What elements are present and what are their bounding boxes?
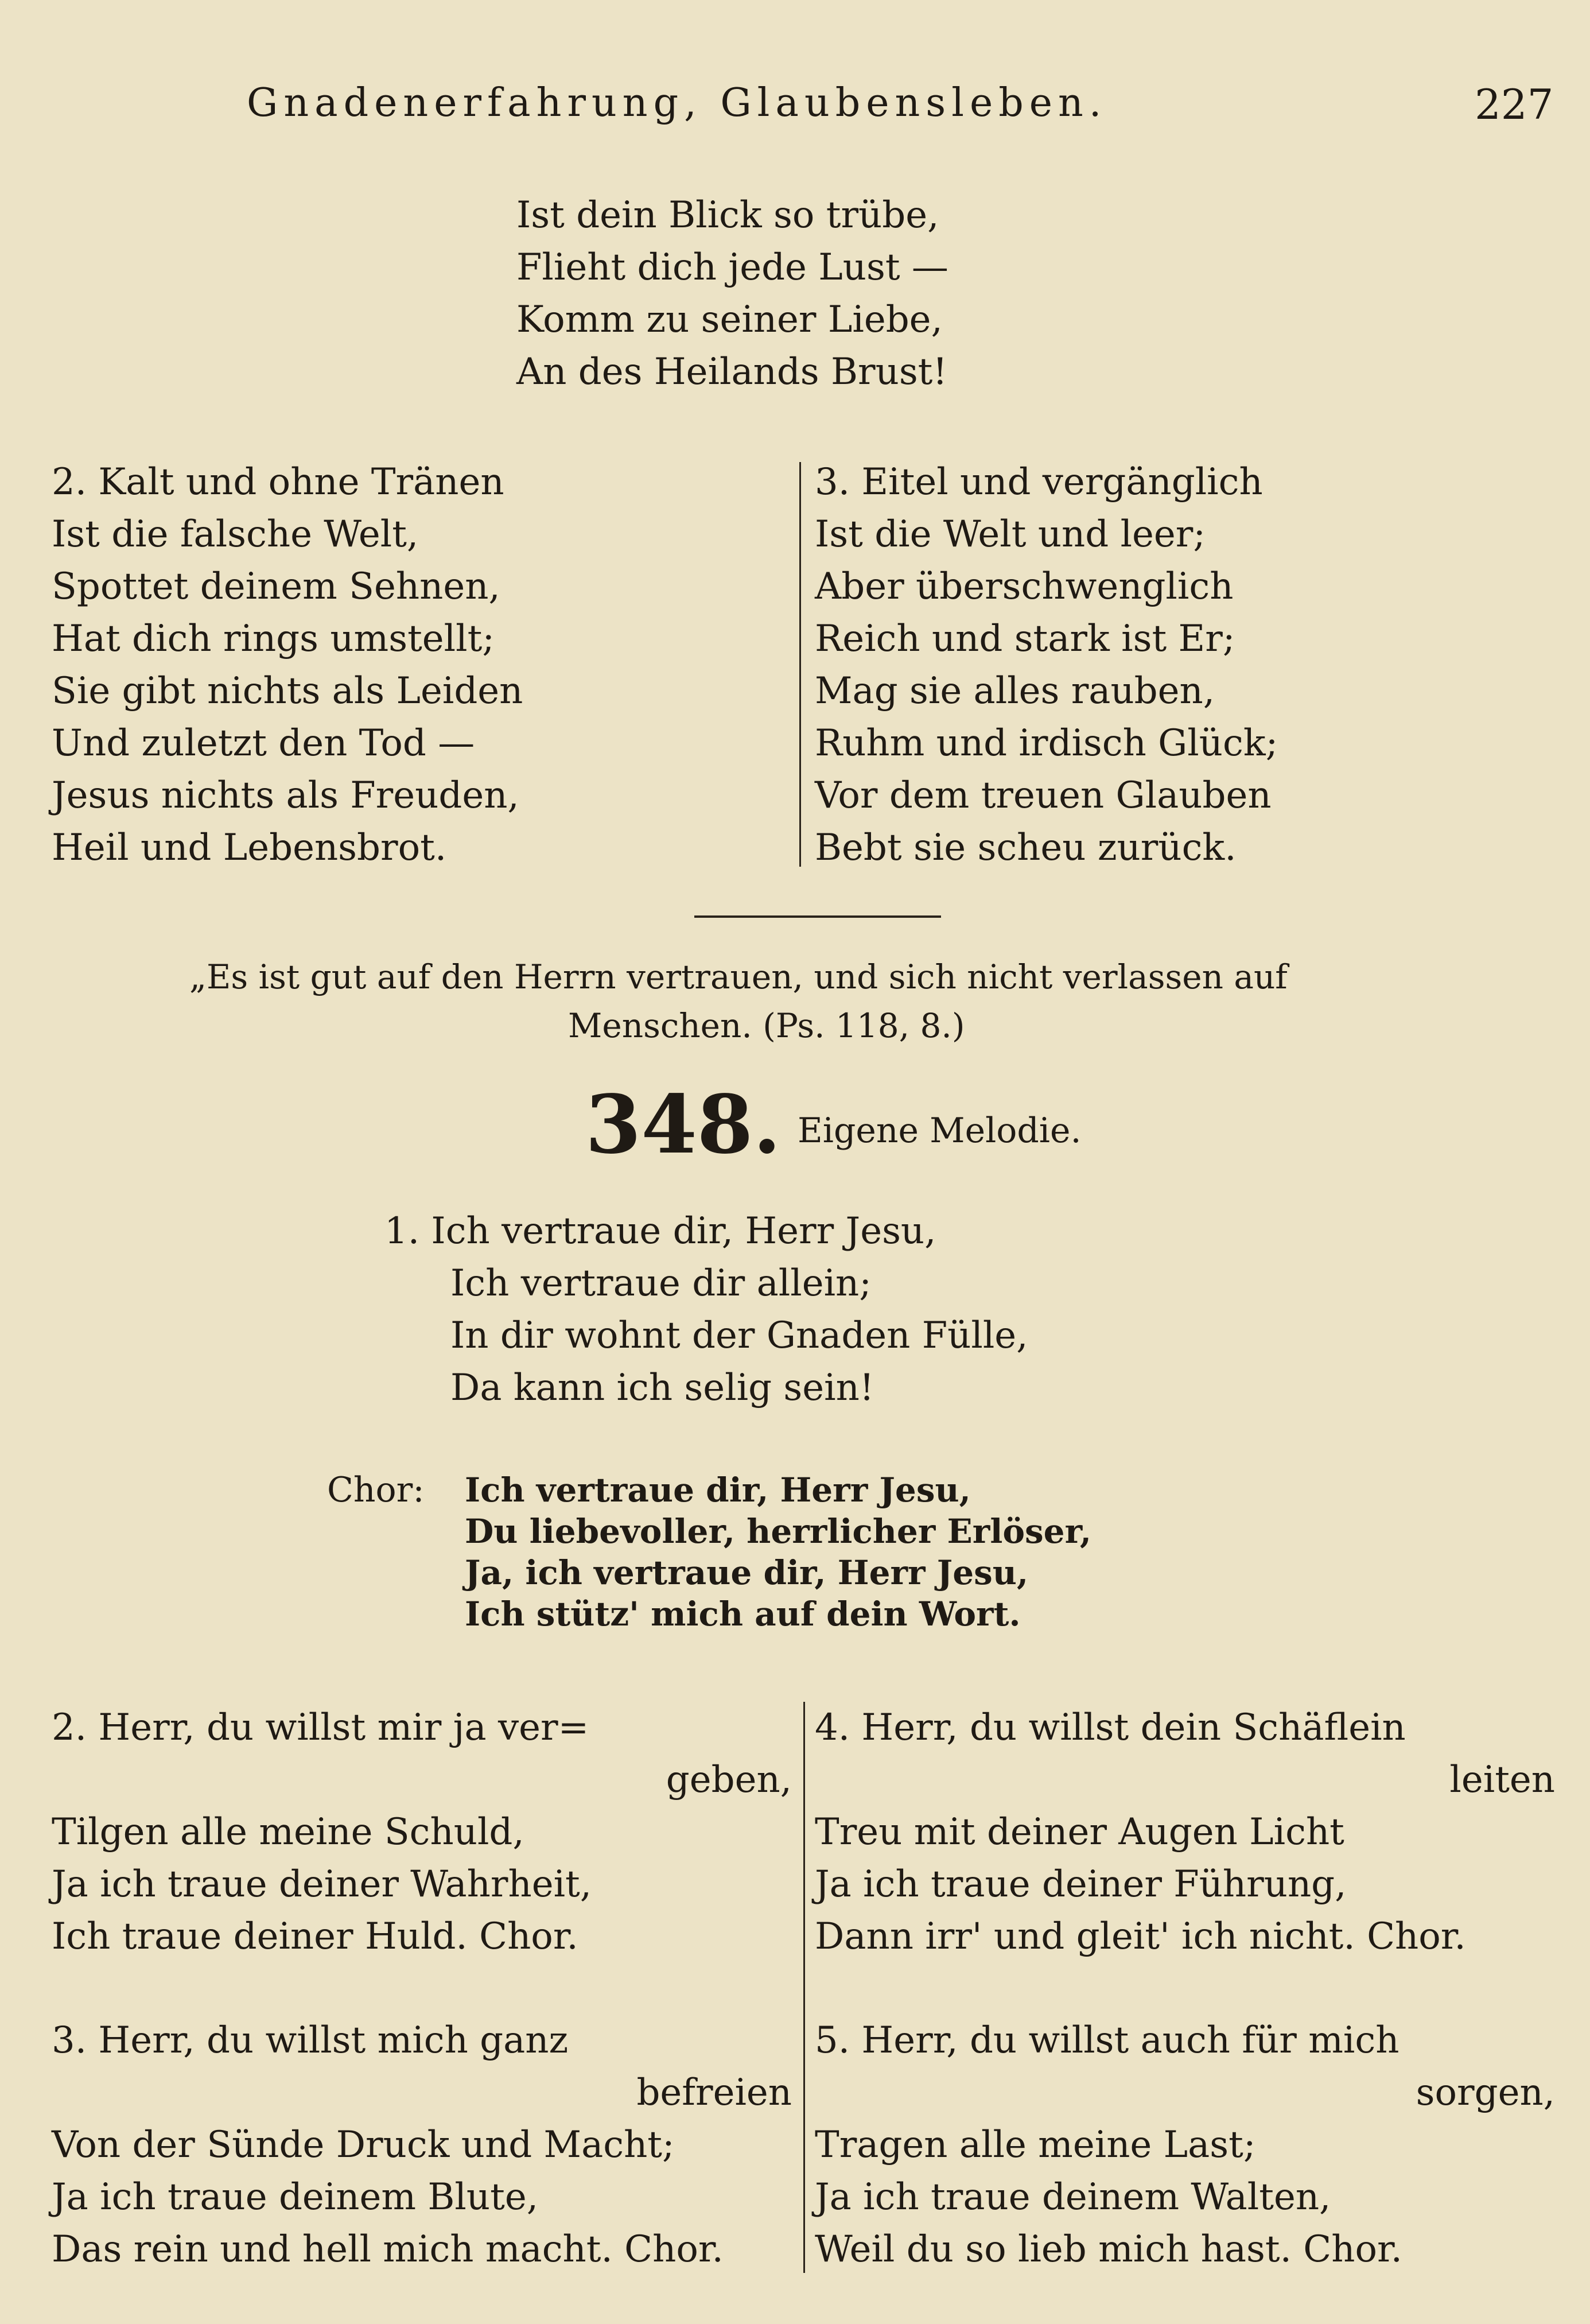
verse-line: Ist dein Blick so trübe, (516, 194, 939, 236)
hymn-stanza-4 (815, 1702, 1555, 1963)
verse-line: Tragen alle meine Last; (815, 2124, 1256, 2166)
verse-line: 5. Herr, du willst auch für mich (815, 2019, 1399, 2062)
verse-line: Ich vertraue dir allein; (450, 1262, 872, 1305)
prev-hymn-stanza-3 (815, 456, 1278, 874)
verse-line: Weil du so lieb mich hast. Chor. (815, 2228, 1402, 2271)
verse-line: Von der Sünde Druck und Macht; (52, 2124, 675, 2166)
verse-line: Treu mit deiner Augen Licht (815, 1811, 1344, 1853)
verse-line: Ja ich traue deinem Walten, (815, 2176, 1331, 2218)
hymn-number: 348. (585, 1078, 781, 1172)
hymn-stanza-1 (384, 1205, 1028, 1414)
running-header: Gnadenerfahrung, Glaubensleben. (247, 80, 1107, 126)
verse-line: Mag sie alles rauben, (815, 670, 1215, 712)
verse-line: 3. Eitel und vergänglich (815, 461, 1263, 503)
hymn-stanza-5 (815, 2015, 1555, 2276)
verse-line: Ja ich traue deiner Wahrheit, (52, 1863, 592, 1906)
verse-line: Vor dem treuen Glauben (815, 774, 1272, 817)
verse-line: 2. Herr, du willst mir ja ver= (52, 1706, 589, 1749)
page-number: 227 (1475, 80, 1554, 129)
column-divider (803, 1702, 805, 2273)
verse-line: 4. Herr, du willst dein Schäflein (815, 1706, 1406, 1749)
column-divider (799, 462, 801, 867)
verse-line: Sie gibt nichts als Leiden (52, 670, 523, 712)
hymn-stanza-3 (52, 2015, 792, 2276)
chorus-line: Du liebevoller, herrlicher Erlöser, (465, 1512, 1092, 1551)
chorus-line: Ich vertraue dir, Herr Jesu, (465, 1471, 971, 1510)
melody-note: Eigene Melodie. (798, 1111, 1082, 1151)
verse-line: Ich traue deiner Huld. Chor. (52, 1915, 578, 1958)
verse-line: Ist die Welt und leer; (815, 513, 1206, 556)
chorus-line: Ich stütz' mich auf dein Wort. (465, 1594, 1021, 1634)
verse-line: In dir wohnt der Gnaden Fülle, (450, 1314, 1028, 1357)
verse-line: Reich und stark ist Er; (815, 618, 1235, 660)
scripture-quote-line: „Es ist gut auf den Herrn vertrauen, und sich nicht verlassen auf (189, 957, 1288, 996)
verse-line: leiten (1449, 1759, 1555, 1801)
verse-line: Tilgen alle meine Schuld, (52, 1811, 524, 1853)
verse-line: Flieht dich jede Lust — (516, 246, 948, 289)
verse-line: 2. Kalt und ohne Tränen (52, 461, 504, 503)
verse-line: 3. Herr, du willst mich ganz (52, 2019, 569, 2062)
chorus-lines (465, 1469, 1091, 1635)
chorus-line: Ja, ich vertraue dir, Herr Jesu, (465, 1553, 1029, 1592)
verse-line: Ja ich traue deinem Blute, (52, 2176, 539, 2218)
verse-line: sorgen, (1416, 2071, 1555, 2114)
verse-line: Dann irr' und gleit' ich nicht. Chor. (815, 1915, 1466, 1958)
verse-line: Ja ich traue deiner Führung, (815, 1863, 1347, 1906)
hymn-stanza-2 (52, 1702, 792, 1963)
verse-line: Spottet deinem Sehnen, (52, 565, 500, 608)
verse-line: Jesus nichts als Freuden, (52, 774, 519, 817)
verse-line: befreien (636, 2071, 792, 2114)
verse-line: Ist die falsche Welt, (52, 513, 419, 556)
verse-line: Ruhm und irdisch Glück; (815, 722, 1278, 765)
verse-line: Heil und Lebensbrot. (52, 827, 447, 869)
top-stanza (516, 189, 948, 398)
verse-line: Das rein und hell mich macht. Chor. (52, 2228, 724, 2271)
verse-line: Da kann ich selig sein! (450, 1367, 874, 1409)
verse-line: geben, (666, 1759, 792, 1801)
verse-line: Und zuletzt den Tod — (52, 722, 475, 765)
prev-hymn-stanza-2 (52, 456, 523, 874)
verse-line: Hat dich rings umstellt; (52, 618, 495, 660)
verse-line: An des Heilands Brust! (516, 351, 948, 393)
verse-line: Aber überschwenglich (815, 565, 1234, 608)
section-separator (694, 915, 941, 918)
verse-line: Bebt sie scheu zurück. (815, 827, 1237, 869)
verse-line: Komm zu seiner Liebe, (516, 298, 943, 341)
verse-line: 1. Ich vertraue dir, Herr Jesu, (384, 1210, 936, 1252)
chorus-label: Chor: (327, 1470, 425, 1510)
scripture-quote-reference: Menschen. (Ps. 118, 8.) (568, 1006, 965, 1045)
